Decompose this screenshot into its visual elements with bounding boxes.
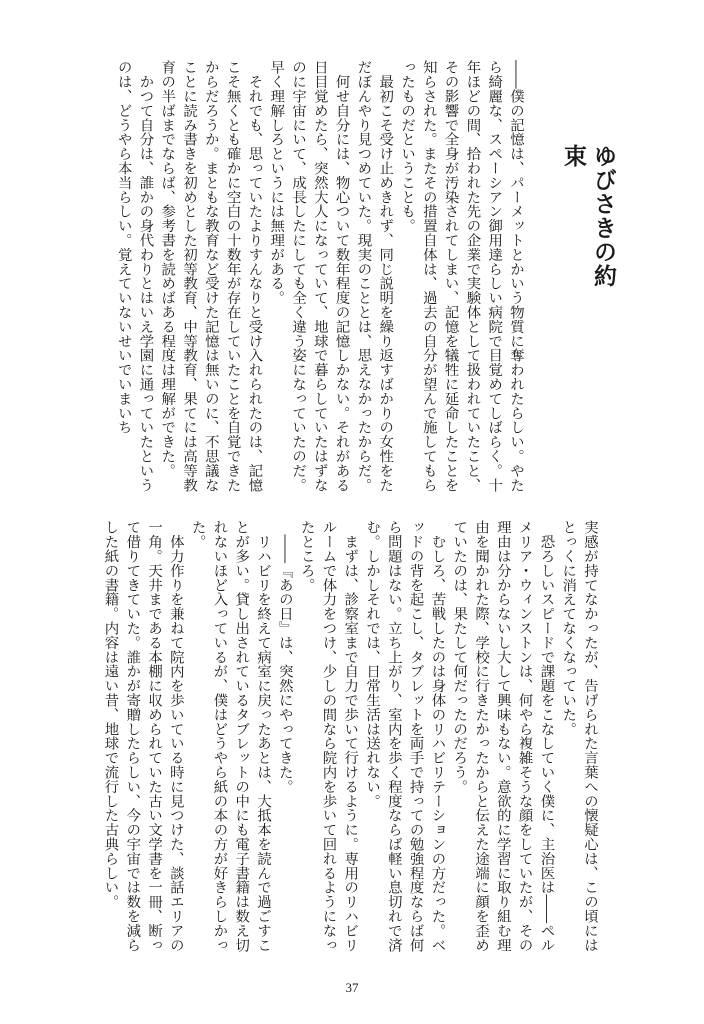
paragraph: ――僕の記憶は、パーメットとかいう物質に奪われたらしい。やたら綺麗な、スペーシアン御用達らしい病院で目覚めてしばらく。十年ほどの間、拾われた先の企業で実験体として扱われていたこと、その影響で全身が汚染されてしまい、記憶を犠牲に延命したことを知らされた。またその措置自体は、過去の自分が望んで施してもらったものだということも。 bbox=[399, 60, 524, 492]
paragraph: むしろ、苦戦したのは身体のリハビリテーションの方だった。ベッドの背を起こし、タブレットを両手で持っての勉強程度ならば何ら問題はない。立ち上がり、室内を歩く程度ならば軽い息切れで済む。しかしそれでは、日常生活は送れない。 bbox=[364, 520, 446, 952]
paragraph: リハビリを終えて病室に戻ったあとは、大抵本を読んで過ごすことが多い。貸し出されているタブレットの中にも電子書籍は数え切れないほど入っているが、僕はどうやら紙の本の方が好きらしかった。 bbox=[189, 520, 272, 952]
lower-text-block bbox=[70, 520, 600, 956]
paragraph: それでも、思っていたよりすんなりと受け入れられたのは、記憶こそ無くとも確かに空白の十数年が存在していたことを自覚できたからだろうか。まともな教育など受けた記憶は無いのに、不思議なことに読み書きを初めとした初等教育、中等教育、果てには高等教育の半ばまでならば、参考書を読めばある程度は理解ができた。 bbox=[159, 60, 263, 492]
paragraph: かつて自分は、誰かの身代わりとはいえ学園に通っていたというのは、どうやら本当らしい。覚えていないせいでいまいち bbox=[115, 60, 154, 492]
upper-text-block bbox=[66, 60, 526, 496]
paragraph: 恐ろしいスピードで課題をこなしていく僕に、主治医は――ペルメリア・ウィンストンは、何やら複雑そうな顔をしていたが、その理由は分からないし大して興味もない。意欲的に学習に取り組む理由を聞かれた際、学校に行きたかったからと伝えた途端に顔を歪めていたのは、果たして何だったのだろう。 bbox=[451, 520, 555, 952]
paragraph: ――『あの日』は、突然にやってきた。 bbox=[276, 520, 293, 794]
page-number: 37 bbox=[345, 980, 359, 995]
paragraph: まずは、診察室まで自力で歩いて行けるように。専用のリハビリルームで体力をつけ、少しの間なら院内を歩いて回れるようになったところ。 bbox=[298, 520, 359, 952]
paragraph: 体力作りを兼ねて院内を歩いている時に見つけた、談話エリアの一角。天井まである本棚に収められていた古い文学書を一冊、断って借りてきていた。誰かが寄贈したらしい、今の宇宙では数を減らした紙の書籍。内容は遠い昔、地球で流行した古典らしい。 bbox=[102, 520, 184, 952]
chapter-title: ゆびさきの約束 bbox=[560, 144, 616, 288]
paragraph: 何せ自分には、物心ついて数年程度の記憶しかない。それがある日目覚めたら、突然大人になっていて、地球で暮らしていたはずなのに宇宙にいて、成長したにしても全く違う姿になっていたのだ。早く理解しろというには無理がある。 bbox=[268, 60, 350, 492]
paragraph: 最初こそ受け止めきれず、同じ説明を繰り返すばかりの女性をただぼんやり見つめていた。現実のこととは、思えなかったからだ。 bbox=[355, 60, 394, 492]
paragraph: 実感が持てなかったが、告げられた言葉への懐疑心は、この頃にはとっくに消えてなくなっていた。 bbox=[560, 520, 598, 952]
